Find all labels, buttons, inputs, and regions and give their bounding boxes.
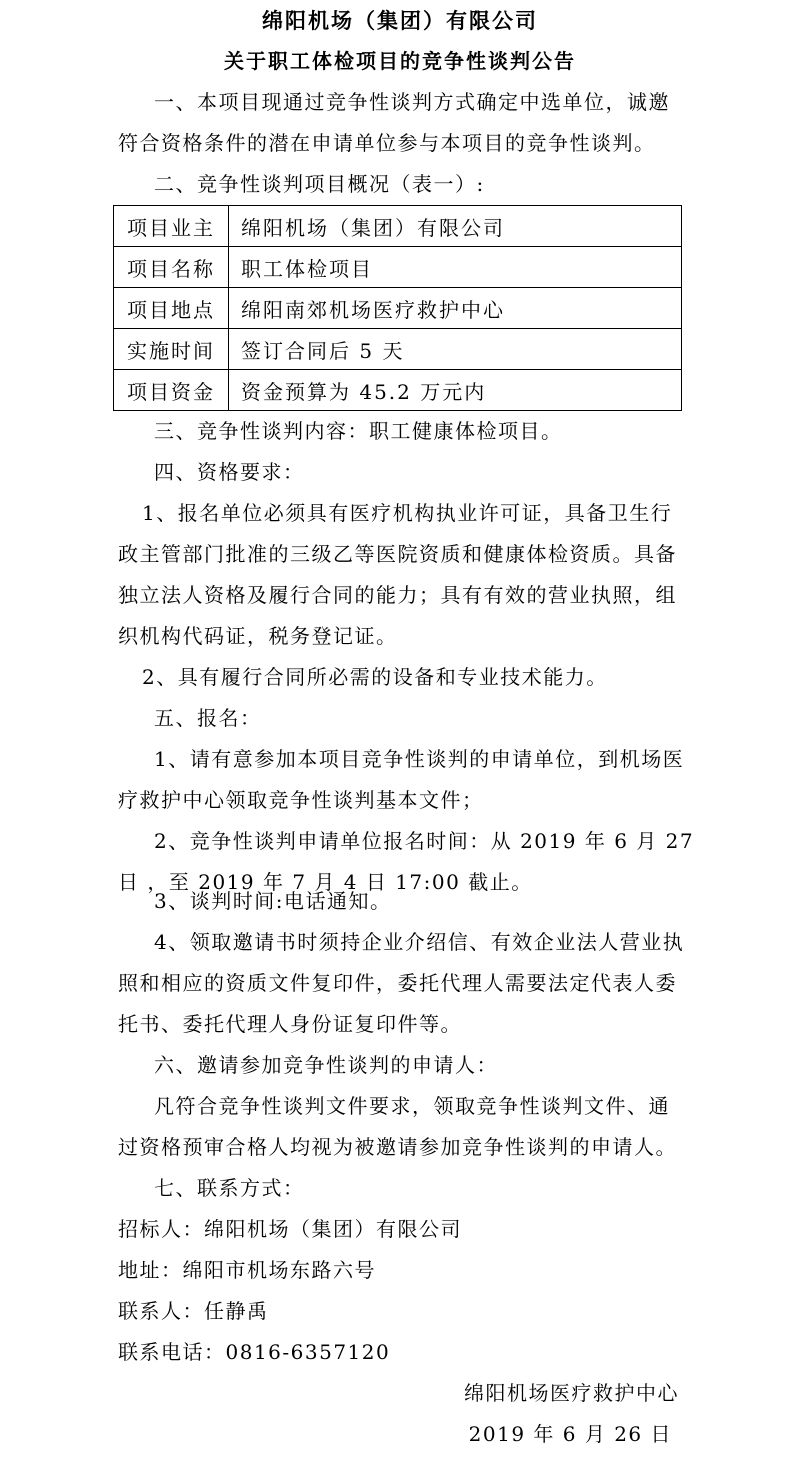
table-cell-label: 项目地点: [114, 288, 229, 329]
text-line: 3、谈判时间:电话通知。: [154, 889, 392, 913]
text-line: 过资格预审合格人均视为被邀请参加竞争性谈判的申请人。: [118, 1135, 677, 1159]
project-overview-table: [113, 205, 682, 411]
table-cell-label: 实施时间: [114, 329, 229, 370]
doc-title: 绵阳机场（集团）有限公司: [262, 8, 538, 33]
table-row: [114, 329, 682, 370]
text-line: 4、领取邀请书时须持企业介绍信、有效企业法人营业执: [154, 930, 685, 954]
contact-line-person: 联系人：任静禹: [118, 1299, 269, 1323]
table-cell-value: 资金预算为 45.2 万元内: [229, 370, 682, 411]
text-line: 符合资格条件的潜在申请单位参与本项目的竞争性谈判。: [118, 131, 656, 155]
text-line: 1、报名单位必须具有医疗机构执业许可证，具备卫生行: [142, 501, 673, 525]
table-row: [114, 206, 682, 247]
signature-org: 绵阳机场医疗救护中心: [464, 1381, 679, 1405]
contact-line-bidder: 招标人：绵阳机场（集团）有限公司: [118, 1217, 462, 1241]
text-line: 2、竞争性谈判申请单位报名时间：从 2019 年 6 月 27: [154, 829, 695, 853]
table-cell-value: 职工体检项目: [229, 247, 682, 288]
table-cell-label: 项目名称: [114, 247, 229, 288]
table-row: [114, 247, 682, 288]
text-line: 政主管部门批准的三级乙等医院资质和健康体检资质。具备: [118, 542, 677, 566]
text-line: 凡符合竞争性谈判文件要求，领取竞争性谈判文件、通: [154, 1094, 670, 1118]
text-line: 七、联系方式：: [154, 1176, 305, 1200]
text-line: 照和相应的资质文件复印件，委托代理人需要法定代表人委: [118, 971, 677, 995]
text-line: 日 ，至 2019 年 7 月 4 日 17:00 截止。: [118, 870, 533, 894]
contact-line-phone: 联系电话：0816-6357120: [118, 1340, 391, 1364]
text-line: 1、请有意参加本项目竞争性谈判的申请单位，到机场医: [154, 747, 685, 771]
table-cell-value: 绵阳机场（集团）有限公司: [229, 206, 682, 247]
text-line: 四、资格要求：: [154, 460, 305, 484]
text-line: 托书、委托代理人身份证复印件等。: [118, 1012, 462, 1036]
table-cell-value: 绵阳南郊机场医疗救护中心: [229, 288, 682, 329]
text-line: 一、本项目现通过竞争性谈判方式确定中选单位，诚邀: [154, 90, 670, 114]
table-cell-label: 项目业主: [114, 206, 229, 247]
text-line: 三、竞争性谈判内容：职工健康体检项目。: [154, 419, 563, 443]
text-line: 2、具有履行合同所必需的设备和专业技术能力。: [142, 665, 608, 689]
text-line: 织机构代码证，税务登记证。: [118, 624, 398, 648]
table-row: [114, 288, 682, 329]
text-line: 二、竞争性谈判项目概况（表一）:: [154, 172, 485, 196]
table-row: [114, 370, 682, 411]
text-line: 独立法人资格及履行合同的能力；具有有效的营业执照，组: [118, 583, 677, 607]
text-line: 五、报名：: [154, 706, 262, 730]
table-cell-label: 项目资金: [114, 370, 229, 411]
text-line: 疗救护中心领取竞争性谈判基本文件；: [118, 788, 484, 812]
signature-date: 2019 年 6 月 26 日: [468, 1422, 672, 1446]
doc-subtitle: 关于职工体检项目的竞争性谈判公告: [224, 49, 576, 73]
text-line: 六、邀请参加竞争性谈判的申请人：: [154, 1053, 498, 1077]
table-cell-value: 签订合同后 5 天: [229, 329, 682, 370]
contact-line-address: 地址：绵阳市机场东路六号: [118, 1258, 376, 1282]
